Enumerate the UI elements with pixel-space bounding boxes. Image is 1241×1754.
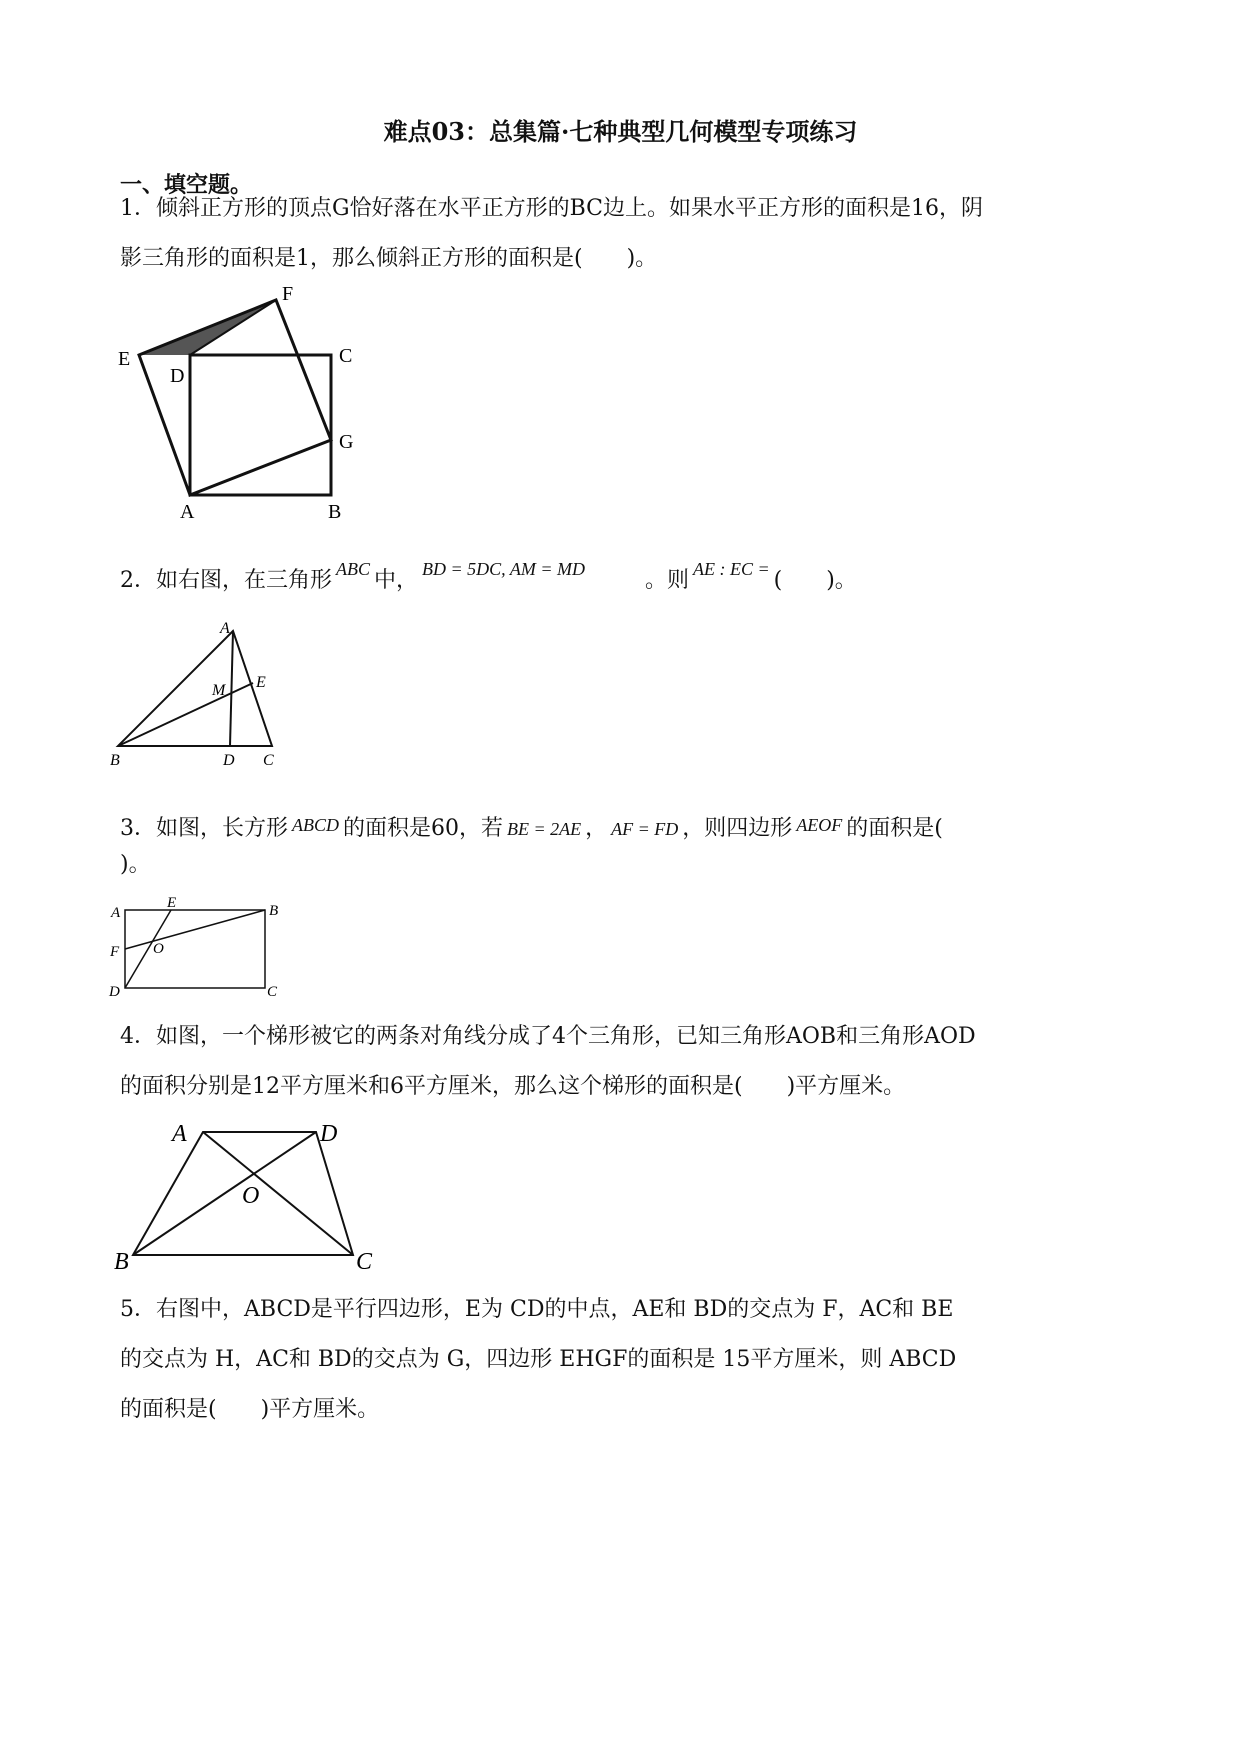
label-B: B <box>110 752 120 769</box>
label-A: A <box>111 905 121 921</box>
label-M: M <box>212 682 226 699</box>
label-A: A <box>180 501 195 523</box>
math-be-2ae: BE = 2AE <box>507 819 582 839</box>
label-C: C <box>267 984 278 1000</box>
question-1 <box>120 184 1120 284</box>
question-5-line-2: 的交点为 H，AC和 BD的交点为 G，四边形 EHGF的面积是 15平方厘米，则 ABCD <box>120 1347 957 1372</box>
section-heading: 一、填空题。 <box>120 172 253 198</box>
figure-3-rectangle <box>105 895 295 1005</box>
rectangle-abcd <box>125 910 265 988</box>
label-B: B <box>328 501 342 523</box>
label-G: G <box>339 431 354 453</box>
question-3: 3．如图，长方形 ABCD 的面积是60，若 BE = 2AE ， AF = FD ，则四边形 AEOF 的面积是( )。 <box>120 804 1120 890</box>
label-E: E <box>256 674 266 691</box>
label-C: C <box>339 345 353 367</box>
triangle-abc <box>118 631 272 746</box>
math-bd-condition: BD = 5DC, AM = MD <box>422 559 585 579</box>
math-abcd: ABCD <box>292 815 339 835</box>
label-B: B <box>114 1249 129 1275</box>
question-4 <box>120 1012 1120 1112</box>
label-F: F <box>110 944 120 960</box>
label-O: O <box>153 941 164 957</box>
label-F: F <box>282 283 294 305</box>
math-aeof: AEOF <box>796 815 843 835</box>
question-1-line-2: 影三角形的面积是1，那么倾斜正方形的面积是( )。 <box>120 246 658 271</box>
horizontal-square <box>190 355 331 495</box>
question-5-line-3: 的面积是( )平方厘米。 <box>120 1397 380 1422</box>
label-O: O <box>242 1183 260 1209</box>
label-D: D <box>320 1121 338 1147</box>
question-5 <box>120 1285 1120 1435</box>
label-C: C <box>263 752 274 769</box>
question-5-line-1: 5．右图中，ABCD是平行四边形，E为 CD的中点，AE和 BD的交点为 F，AC和 BE <box>120 1297 954 1322</box>
question-1-line-1: 1．倾斜正方形的顶点G恰好落在水平正方形的BC边上。如果水平正方形的面积是16，阴 <box>120 196 983 221</box>
math-abc: ABC <box>336 559 370 579</box>
label-B: B <box>269 903 279 919</box>
label-C: C <box>356 1249 373 1275</box>
label-A: A <box>220 620 230 637</box>
question-4-line-1: 4．如图，一个梯形被它的两条对角线分成了4个三角形，已知三角形AOB和三角形AOD <box>120 1024 976 1049</box>
figure-4-trapezoid <box>108 1115 388 1275</box>
label-D: D <box>223 752 235 769</box>
question-3-line-2: )。 <box>120 852 151 877</box>
label-A: A <box>172 1121 187 1147</box>
label-D: D <box>109 984 120 1000</box>
label-E: E <box>167 895 177 911</box>
math-ae-ec: AE : EC = <box>692 559 770 579</box>
page-title: 难点03：总集篇·七种典型几何模型专项练习 <box>383 117 858 146</box>
figure-2-triangle <box>105 615 305 775</box>
tilted-square <box>139 300 331 495</box>
question-4-line-2: 的面积分别是12平方厘米和6平方厘米，那么这个梯形的面积是( )平方厘米。 <box>120 1074 906 1099</box>
math-af-fd: AF = FD <box>611 819 679 839</box>
label-E: E <box>118 348 131 370</box>
label-D: D <box>170 365 185 387</box>
figure-1-squares <box>110 280 380 530</box>
question-2: 2．如右图，在三角形 $^{ABC}$ 中， $^{BD = 5DC, AM = MD}$ 。则 $^{AE : EC =}$ ( )。 <box>120 559 857 593</box>
